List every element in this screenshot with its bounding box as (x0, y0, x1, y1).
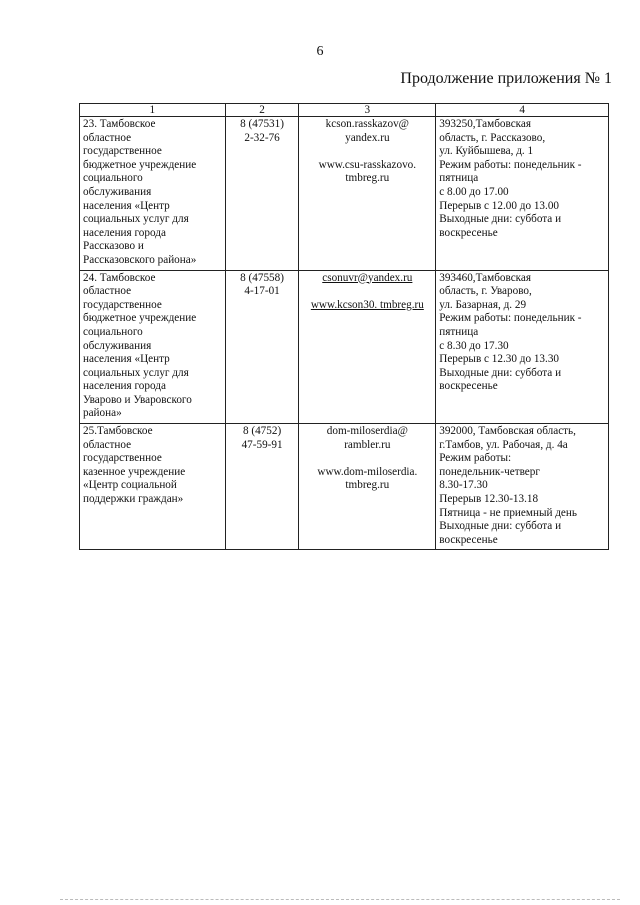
address-line: 393250,Тамбовская (439, 118, 532, 130)
schedule-line: Перерыв 12.30-13.18 (439, 493, 539, 506)
organization-line: 23. Тамбовское (83, 118, 156, 130)
address-line: ул. Базарная, д. 29 (439, 298, 527, 311)
organization-line: обслуживания (83, 339, 152, 352)
organization-line: населения города (83, 380, 166, 393)
organization-line: Уварово и Уваровского (83, 393, 192, 406)
phone-code: 8 (47531) (240, 118, 284, 130)
page-number: 6 (316, 44, 324, 59)
organization-line: населения города (83, 226, 166, 239)
website-link[interactable]: www.kcson30. tmbreg.ru (310, 298, 424, 311)
phone-cell (225, 424, 299, 550)
website-text[interactable]: www.csu-rasskazovo. (318, 158, 417, 171)
phone-cell (225, 117, 299, 271)
schedule-line: пятница (439, 325, 479, 338)
table-row (80, 424, 609, 550)
appendix-continuation-heading: Продолжение приложения № 1 (400, 70, 612, 87)
organization-line: обслуживания (83, 185, 152, 198)
phone-code: 8 (47558) (240, 271, 284, 284)
schedule-line: пятница (439, 172, 479, 185)
schedule-line: Режим работы: понедельник - (439, 158, 582, 171)
email-text[interactable]: kcson.rasskazov@ (325, 118, 409, 130)
schedule-line: Перерыв с 12.00 до 13.00 (439, 199, 560, 212)
phone-number: 4-17-01 (244, 285, 280, 298)
organization-line: бюджетное учреждение (83, 158, 197, 171)
schedule-line: Режим работы: (439, 452, 512, 465)
address-schedule-cell (436, 270, 609, 424)
address-line: область, г. Уварово, (439, 285, 532, 298)
organization-cell (80, 270, 226, 424)
schedule-line: 8.30-17.30 (439, 479, 488, 492)
organization-line: Рассказово и (83, 240, 144, 253)
email-link[interactable]: csonuvr@yandex.ru (322, 271, 413, 284)
organization-line: района» (83, 407, 122, 420)
schedule-line: воскресенье (439, 380, 498, 393)
organization-line: социального (83, 325, 143, 338)
table-row (80, 117, 609, 271)
column-header: 1 (80, 104, 226, 117)
table-header-row (80, 104, 609, 117)
scan-edge-rule (60, 899, 620, 900)
organization-line: 25.Тамбовское (83, 425, 153, 438)
address-schedule-cell (436, 117, 609, 271)
organization-line: социальных услуг для (83, 366, 189, 379)
schedule-line: Выходные дни: суббота и (439, 520, 562, 533)
email-text[interactable]: yandex.ru (345, 131, 390, 144)
schedule-line: Режим работы: понедельник - (439, 312, 582, 325)
organization-line: государственное (83, 298, 162, 311)
phone-code: 8 (4752) (242, 425, 282, 438)
email-text[interactable]: rambler.ru (344, 438, 391, 451)
schedule-line: Перерыв с 12.30 до 13.30 (439, 353, 560, 366)
address-line: область, г. Рассказово, (439, 131, 546, 144)
schedule-line: Пятница - не приемный день (439, 506, 577, 519)
phone-cell (225, 270, 299, 424)
address-line: 393460,Тамбовская (439, 271, 532, 284)
organization-line: поддержки граждан» (83, 493, 184, 506)
schedule-line: Выходные дни: суббота и (439, 213, 562, 226)
schedule-line: воскресенье (439, 226, 498, 239)
organization-line: областное (83, 131, 132, 144)
address-line: г.Тамбов, ул. Рабочая, д. 4а (439, 438, 568, 451)
organization-line: населения «Центр (83, 353, 170, 366)
organization-line: областное (83, 438, 132, 451)
organization-line: социальных услуг для (83, 213, 189, 226)
organization-line: социального (83, 172, 143, 185)
contacts-cell (299, 270, 436, 424)
organization-line: казенное учреждение (83, 465, 186, 478)
website-text[interactable]: www.dom-miloserdia. (317, 465, 418, 478)
website-text[interactable]: tmbreg.ru (345, 479, 390, 492)
column-header: 2 (225, 104, 299, 117)
organization-line: государственное (83, 145, 162, 158)
organization-cell (80, 424, 226, 550)
email-text[interactable]: dom-miloserdia@ (326, 425, 408, 438)
organization-line: областное (83, 285, 132, 298)
phone-number: 47-59-91 (241, 438, 283, 451)
contacts-cell (299, 117, 436, 271)
address-line: 392000, Тамбовская область, (439, 425, 576, 438)
schedule-line: Выходные дни: суббота и (439, 366, 562, 379)
column-header: 3 (299, 104, 436, 117)
organization-line: «Центр социальной (83, 479, 177, 492)
phone-number: 2-32-76 (244, 131, 280, 144)
column-header: 4 (436, 104, 609, 117)
organization-line: 24. Тамбовское (83, 271, 156, 284)
schedule-line: воскресенье (439, 533, 498, 546)
contacts-cell (299, 424, 436, 550)
organization-line: населения «Центр (83, 199, 170, 212)
address-schedule-cell (436, 424, 609, 550)
table-row (80, 270, 609, 424)
schedule-line: понедельник-четверг (439, 465, 540, 478)
schedule-line: с 8.00 до 17.00 (439, 185, 509, 198)
organization-cell (80, 117, 226, 271)
schedule-line: с 8.30 до 17.30 (439, 339, 509, 352)
organization-line: бюджетное учреждение (83, 312, 197, 325)
organization-line: государственное (83, 452, 162, 465)
website-text[interactable]: tmbreg.ru (345, 172, 390, 185)
appendix-table (79, 103, 609, 550)
address-line: ул. Куйбышева, д. 1 (439, 145, 534, 158)
organization-line: Рассказовского района» (83, 253, 197, 266)
